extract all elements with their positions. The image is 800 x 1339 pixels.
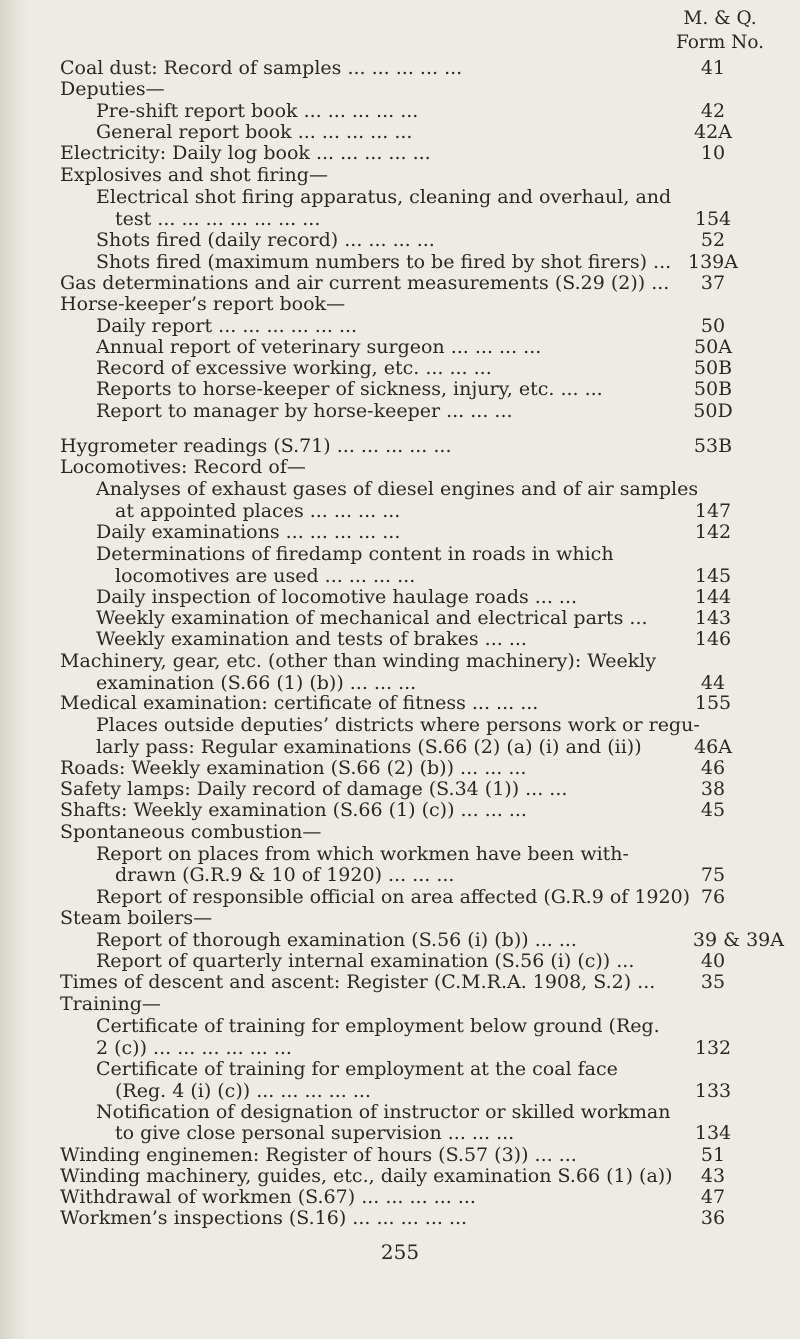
entry-form-number: 36 — [700, 1207, 726, 1229]
entry-form-number: 145 — [694, 564, 732, 587]
entry-text: Steam boilers— — [60, 907, 213, 930]
entry-text: Winding machinery, guides, etc., daily examination S.66 (1) (a)) — [60, 1164, 673, 1187]
entry-text: Hygrometer readings (S.71) ... ... ... ... ... — [60, 434, 452, 457]
entry-text: to give close personal supervision ... ... ... — [115, 1121, 515, 1144]
entry-text: Reports to horse-keeper of sickness, injury, etc. ... ... — [96, 378, 603, 401]
entry-text: Winding enginemen: Register of hours (S.57 (3)) ... ... — [60, 1143, 577, 1166]
entry-form-number: 146 — [694, 628, 732, 651]
entry-text: Certificate of training for employment at the coal face — [96, 1057, 618, 1080]
entry-text: Horse-keeper’s report book— — [60, 293, 346, 316]
entry-form-number: 47 — [700, 1185, 726, 1208]
entry-form-number: 50 — [700, 315, 726, 338]
entry-form-number: 154 — [694, 208, 732, 231]
entry-row — [0, 1205, 800, 1231]
entry-text: Report of responsible official on area affected (G.R.9 of 1920) — [96, 885, 691, 908]
column-title: M. & Q. — [683, 8, 757, 29]
entry-text: Shots fired (maximum numbers to be fired by shot firers) ... — [96, 251, 672, 274]
entry-form-number: 142 — [694, 521, 732, 544]
entry-text: Report of quarterly internal examination (S.56 (i) (c)) ... — [96, 949, 635, 972]
entry-text: Analyses of exhaust gases of diesel engines and of air samples — [96, 478, 699, 501]
entry-form-number: 42 — [700, 100, 726, 123]
entry-text: 2 (c)) ... ... ... ... ... ... — [96, 1036, 292, 1059]
entry-text: Deputies— — [60, 78, 165, 101]
column-subtitle: Form No. — [675, 32, 765, 53]
entry-form-number: 139A — [688, 251, 738, 274]
entry-text: Annual report of veterinary surgeon ... ... ... ... — [96, 336, 542, 359]
entry-text: Daily inspection of locomotive haulage roads ... ... — [96, 586, 578, 609]
entry-text: test ... ... ... ... ... ... ... — [115, 208, 321, 231]
entry-text: Places outside deputies’ districts where persons work or regu- — [96, 714, 700, 737]
entry-form-number: 134 — [694, 1121, 732, 1144]
entry-text: Withdrawal of workmen (S.67) ... ... ... ... ... — [60, 1185, 476, 1208]
entry-text: Report of thorough examination (S.56 (i) (b)) ... ... — [96, 928, 577, 951]
entry-text: (Reg. 4 (i) (c)) ... ... ... ... ... — [115, 1079, 371, 1102]
entry-text: Pre-shift report book ... ... ... ... ... — [96, 100, 419, 123]
entry-form-number: 40 — [700, 949, 726, 972]
entry-form-number: 133 — [694, 1079, 732, 1102]
entry-form-number: 39 & 39A — [692, 928, 784, 951]
entry-form-number: 144 — [694, 586, 732, 609]
entry-text: at appointed places ... ... ... ... — [115, 499, 401, 522]
entry-text: Medical examination: certificate of fitness ... ... ... — [60, 692, 539, 715]
entry-form-number: 132 — [694, 1036, 732, 1059]
entry-form-number: 51 — [700, 1143, 726, 1166]
entry-form-number: 50A — [694, 336, 732, 359]
entry-form-number: 38 — [700, 778, 726, 801]
entry-text: Spontaneous combustion— — [60, 821, 322, 844]
entry-text: Times of descent and ascent: Register (C.M.R.A. 1908, S.2) ... — [60, 970, 656, 993]
entry-form-number: 46 — [700, 757, 726, 780]
page-number: 255 — [380, 1240, 420, 1264]
entry-text: Coal dust: Record of samples ... ... ... ... ... — [60, 57, 463, 79]
entry-form-number: 147 — [694, 499, 732, 522]
entry-form-number: 155 — [694, 692, 732, 715]
entry-text: Report to manager by horse-keeper ... ... ... — [96, 399, 513, 422]
entry-form-number: 50B — [693, 378, 733, 401]
entry-form-number: 43 — [700, 1164, 726, 1187]
entry-text: Daily examinations ... ... ... ... ... — [96, 521, 401, 544]
entry-text: Locomotives: Record of— — [60, 456, 306, 479]
entry-form-number: 143 — [694, 607, 732, 630]
entry-text: General report book ... ... ... ... ... — [96, 121, 413, 144]
entry-text: Gas determinations and air current measurements (S.29 (2)) ... — [60, 272, 670, 295]
entry-text: Workmen’s inspections (S.16) ... ... ... ... ... — [60, 1207, 468, 1229]
entry-form-number: 50B — [693, 357, 733, 380]
entry-text: Electrical shot firing apparatus, cleaning and overhaul, and — [96, 186, 672, 209]
entry-text: Daily report ... ... ... ... ... ... — [96, 315, 358, 338]
entry-text: Record of excessive working, etc. ... ... ... — [96, 357, 492, 380]
entry-text: examination (S.66 (1) (b)) ... ... ... — [96, 672, 417, 695]
entry-form-number: 50D — [693, 399, 733, 422]
entry-form-number: 10 — [700, 142, 726, 165]
entry-form-number: 52 — [700, 229, 726, 252]
entry-text: Safety lamps: Daily record of damage (S.34 (1)) ... ... — [60, 778, 568, 801]
entry-form-number: 37 — [700, 272, 726, 295]
entry-text: Shots fired (daily record) ... ... ... ... — [96, 229, 435, 252]
entry-text: Shafts: Weekly examination (S.66 (1) (c)) ... ... ... — [60, 799, 527, 822]
entry-text: Determinations of firedamp content in roads in which — [96, 542, 614, 565]
entry-form-number: 42A — [694, 121, 732, 144]
entry-text: Certificate of training for employment below ground (Reg. — [96, 1014, 660, 1037]
entry-form-number: 76 — [700, 885, 726, 908]
entry-text: locomotives are used ... ... ... ... — [115, 564, 416, 587]
entry-row — [0, 398, 800, 424]
entry-text: Weekly examination of mechanical and electrical parts ... — [96, 607, 648, 630]
entry-text: Notification of designation of instructor or skilled workman — [96, 1100, 671, 1123]
entry-text: Roads: Weekly examination (S.66 (2) (b)) ... ... ... — [60, 757, 527, 780]
entry-text: larly pass: Regular examinations (S.66 (2) (a) (i) and (ii)) — [96, 736, 642, 759]
entry-text: Weekly examination and tests of brakes ... ... — [96, 628, 527, 651]
entry-form-number: 35 — [700, 970, 726, 993]
entry-text: Training— — [60, 992, 161, 1015]
entry-form-number: 45 — [700, 799, 726, 822]
entry-form-number: 46A — [694, 736, 732, 759]
entry-form-number: 44 — [700, 672, 726, 695]
entry-text: Electricity: Daily log book ... ... ... ... ... — [60, 142, 431, 165]
entry-text: Report on places from which workmen have been with- — [96, 843, 629, 866]
entry-form-number: 53B — [693, 434, 733, 457]
entry-form-number: 75 — [700, 864, 726, 887]
entry-form-number: 41 — [700, 57, 726, 79]
entry-text: Machinery, gear, etc. (other than winding machinery): Weekly — [60, 650, 657, 673]
entry-text: drawn (G.R.9 & 10 of 1920) ... ... ... — [115, 864, 455, 887]
entry-text: Explosives and shot firing— — [60, 164, 328, 187]
